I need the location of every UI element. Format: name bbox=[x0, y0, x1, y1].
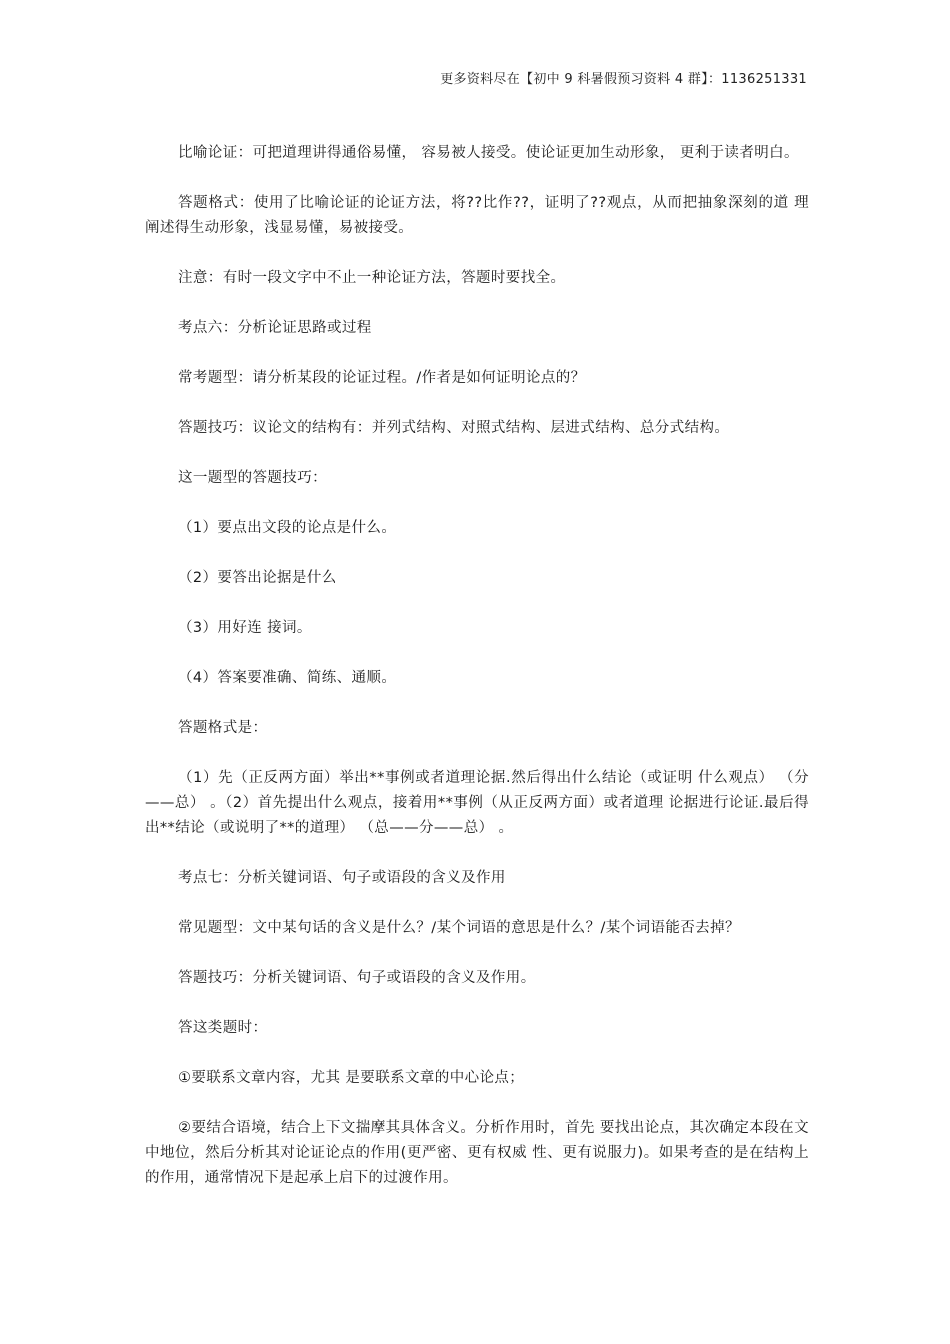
paragraph-step-3: （3）用好连 接词。 bbox=[178, 620, 312, 636]
paragraph-skill-intro: 这一题型的答题技巧： bbox=[178, 470, 327, 486]
paragraph-tip-1: ①要联系文章内容，尤其 是要联系文章的中心论点； bbox=[178, 1070, 525, 1086]
paragraph-answer-skill: 答题技巧：议论文的结构有：并列式结构、对照式结构、层进式结构、总分式结构。 bbox=[178, 420, 730, 436]
paragraph-step-1: （1）要点出文段的论点是什么。 bbox=[178, 520, 397, 536]
paragraph-tip-2: ②要结合语境，结合上下文揣摩其具体含义。分析作用时，首先 要找出论点，其次确定本段在文中地位，然后分析其对论证论点的作用(更严密、更有权威 性、更有说服力)。如果考查的是在结构上的作用，通常情况下是起承上启下的过渡作用。 bbox=[145, 1120, 809, 1186]
paragraph-common-question-type-2: 常见题型：文中某句话的含义是什么？/某个词语的意思是什么？/某个词语能否去掉？ bbox=[178, 920, 740, 936]
paragraph-answer-format-detail: （1）先（正反两方面）举出**事例或者道理论据.然后得出什么结论（或证明 什么观点） （分——总） 。（2）首先提出什么观点，接着用**事例（从正反两方面）或者道理 论据进行论证.最后得出**结论（或说明了**的道理） （总——分——总） 。 bbox=[145, 770, 809, 836]
paragraph-common-question-type: 常考题型：请分析某段的论证过程。/作者是如何证明论点的？ bbox=[178, 370, 586, 386]
paragraph-step-2: （2）要答出论据是什么 bbox=[178, 570, 337, 586]
paragraph-metaphor-argument: 比喻论证：可把道理讲得通俗易懂， 容易被人接受。使论证更加生动形象， 更利于读者明白。 bbox=[178, 145, 799, 161]
paragraph-answer-skill-2: 答题技巧：分析关键词语、句子或语段的含义及作用。 bbox=[178, 970, 536, 986]
paragraph-note: 注意：有时一段文字中不止一种论证方法，答题时要找全。 bbox=[178, 270, 566, 286]
document-body bbox=[145, 141, 809, 1216]
paragraph-answer-intro: 答这类题时： bbox=[178, 1020, 268, 1036]
paragraph-point-seven: 考点七：分析关键词语、句子或语段的含义及作用 bbox=[178, 870, 506, 886]
paragraph-answer-format-metaphor: 答题格式：使用了比喻论证的论证方法，将??比作??，证明了??观点，从而把抽象深刻的道 理阐述得生动形象，浅显易懂，易被接受。 bbox=[145, 195, 809, 236]
paragraph-step-4: （4）答案要准确、简练、通顺。 bbox=[178, 670, 397, 686]
paragraph-answer-format-label: 答题格式是： bbox=[178, 720, 268, 736]
page-header: 更多资料尽在【初中 9 科暑假预习资料 4 群】：1136251331 bbox=[440, 72, 807, 87]
paragraph-point-six: 考点六：分析论证思路或过程 bbox=[178, 320, 372, 336]
